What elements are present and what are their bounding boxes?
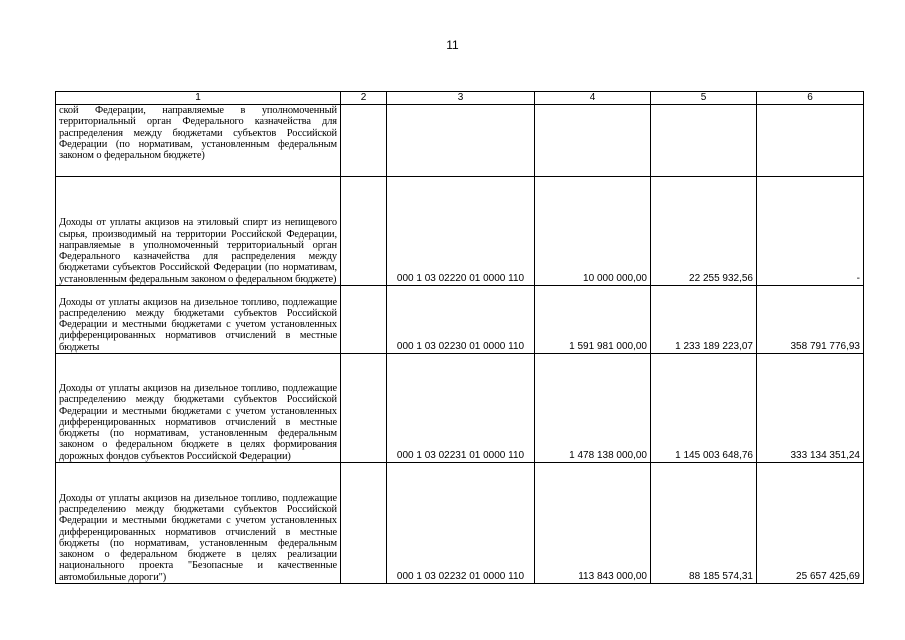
cell-col2 [341,177,387,286]
column-header: 1 [56,92,341,105]
row-description: Доходы от уплаты акцизов на дизельное топливо, подлежащие распределению между бюджетами субъектов Российской Федерации и местными бюджетами с учетом установленных дифференцированных нормативов отчислений в местные бюджеты (по нормативам, установленным федеральным законом о федеральном бюджете в целях реализации национального проекта "Безопасные и качественные автомобильные дороги") [56,463,341,584]
row-description: Доходы от уплаты акцизов на дизельное топливо, подлежащие распределению между бюджетами субъектов Российской Федерации и местными бюджетами с учетом установленных дифференцированных нормативов отчислений в местные бюджеты (по нормативам, установленным федеральным законом о федеральном бюджете в целях формирования дорожных фондов субъектов Российской Федерации) [56,354,341,463]
column-header: 6 [757,92,864,105]
cell-code: 000 1 03 02232 01 0000 110 [387,463,535,584]
column-header: 5 [651,92,757,105]
cell-prev: 358 791 776,93 [757,286,864,354]
cell-plan: 1 478 138 000,00 [535,354,651,463]
cell-code: 000 1 03 02230 01 0000 110 [387,286,535,354]
cell-actual: 88 185 574,31 [651,463,757,584]
cell-col2 [341,354,387,463]
column-header: 4 [535,92,651,105]
cell-col2 [341,286,387,354]
cell-actual: 22 255 932,56 [651,177,757,286]
cell-plan: 113 843 000,00 [535,463,651,584]
revenue-table [55,91,864,584]
cell-actual: 1 145 003 648,76 [651,354,757,463]
column-header: 3 [387,92,535,105]
cell-code: 000 1 03 02231 01 0000 110 [387,354,535,463]
cell-actual [651,105,757,177]
table-row [56,286,864,354]
table-row [56,105,864,177]
cell-plan: 1 591 981 000,00 [535,286,651,354]
table-row [56,354,864,463]
cell-plan: 10 000 000,00 [535,177,651,286]
cell-actual: 1 233 189 223,07 [651,286,757,354]
row-description: Доходы от уплаты акцизов на этиловый спирт из непищевого сырья, производимый на территории Российской Федерации, направляемые в уполномоченный территориальный орган Федерального казначейства для распределения между бюджетами субъектов Российской Федерации (по нормативам, установленным федеральным законом о федеральном бюджете) [56,177,341,286]
cell-code: 000 1 03 02220 01 0000 110 [387,177,535,286]
row-description: Доходы от уплаты акцизов на дизельное топливо, подлежащие распределению между бюджетами субъектов Российской Федерации и местными бюджетами с учетом установленных дифференцированных нормативов отчислений в местные бюджеты [56,286,341,354]
cell-prev: 25 657 425,69 [757,463,864,584]
table-row [56,177,864,286]
column-header: 2 [341,92,387,105]
cell-col2 [341,463,387,584]
row-description: ской Федерации, направляемые в уполномоченный территориальный орган Федерального казначейства для распределения между бюджетами субъектов Российской Федерации (по нормативам, установленным федеральным законом о федеральном бюджете) [56,105,341,177]
cell-prev [757,105,864,177]
table-row [56,463,864,584]
cell-col2 [341,105,387,177]
page-number: 11 [446,38,459,52]
cell-code [387,105,535,177]
cell-prev: - [757,177,864,286]
cell-prev: 333 134 351,24 [757,354,864,463]
cell-plan [535,105,651,177]
table-header-row [56,92,864,105]
